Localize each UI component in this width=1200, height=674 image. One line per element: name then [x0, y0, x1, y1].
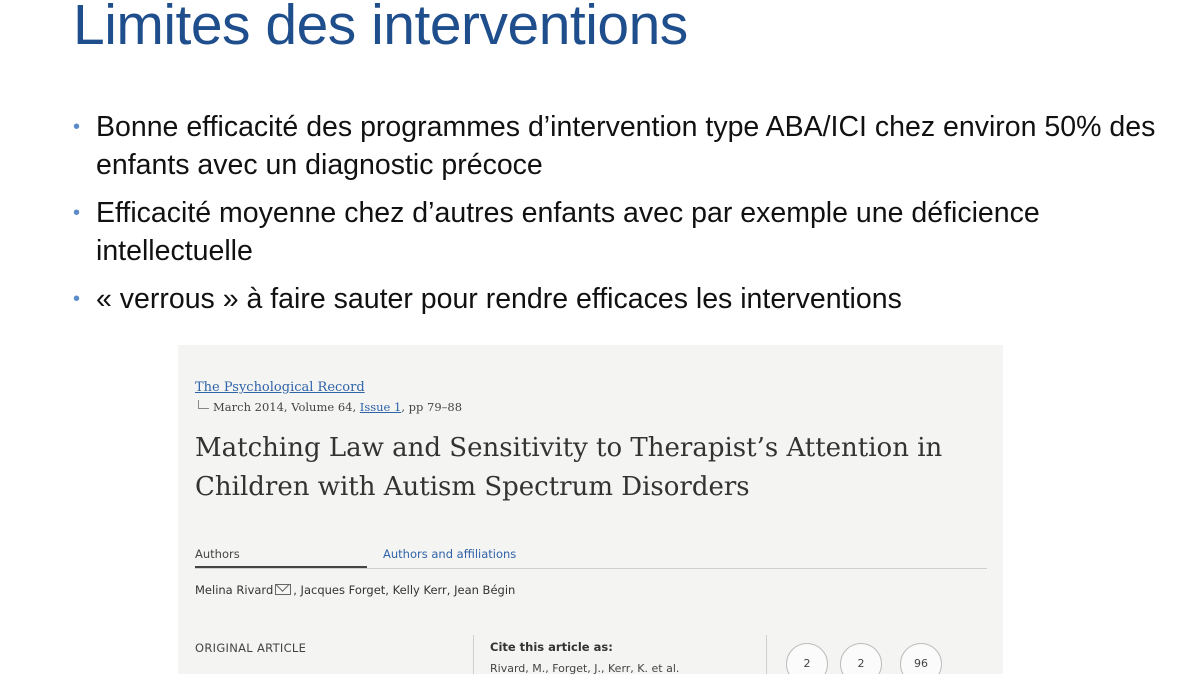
issue-link[interactable]: Issue 1: [359, 400, 402, 414]
divider: [473, 635, 474, 674]
article-title: Matching Law and Sensitivity to Therapist’s Attention in Children with Autism Spectrum Disorders: [195, 433, 943, 502]
mail-icon[interactable]: [275, 584, 291, 595]
bullet-list: [73, 108, 1173, 328]
issue-line: [198, 400, 462, 414]
article-type: ORIGINAL ARTICLE: [195, 641, 307, 655]
bullet-item: [73, 108, 1173, 184]
bullet-item: [73, 194, 1173, 270]
corner-icon: [198, 400, 209, 409]
tab-authors-affiliations[interactable]: Authors and affiliations: [383, 547, 517, 561]
author-list: [195, 583, 515, 597]
cite-label: Cite this article as:: [490, 640, 613, 654]
downloads-badge[interactable]: 96: [900, 643, 942, 674]
citations-badge[interactable]: 2: [786, 643, 828, 674]
article-screenshot: [178, 345, 1003, 674]
issue-prefix: March 2014, Volume 64,: [213, 400, 360, 414]
tab-divider: [195, 568, 987, 569]
bullet-icon: •: [73, 202, 81, 224]
author-others: , Jacques Forget, Kelly Kerr, Jean Bégin: [293, 583, 516, 597]
bullet-item: [73, 280, 1173, 318]
bullet-icon: •: [73, 116, 81, 138]
bullet-text: Efficacité moyenne chez d’autres enfants avec par exemple une déficience intellectuelle: [96, 197, 1040, 267]
bullet-text: « verrous » à faire sauter pour rendre efficaces les interventions: [96, 283, 902, 315]
slide-title: Limites des interventions: [73, 0, 688, 57]
author-first[interactable]: Melina Rivard: [195, 583, 274, 597]
journal-link[interactable]: The Psychological Record: [195, 380, 365, 395]
cite-text: Rivard, M., Forget, J., Kerr, K. et al.: [490, 662, 680, 674]
shares-badge[interactable]: 2: [840, 643, 882, 674]
issue-suffix: , pp 79–88: [401, 400, 463, 414]
bullet-text: Bonne efficacité des programmes d’intervention type ABA/ICI chez environ 50% des enfants avec un diagnostic précoce: [96, 111, 1156, 181]
bullet-icon: •: [73, 288, 81, 310]
divider: [766, 635, 767, 674]
tab-authors[interactable]: Authors: [195, 547, 240, 561]
